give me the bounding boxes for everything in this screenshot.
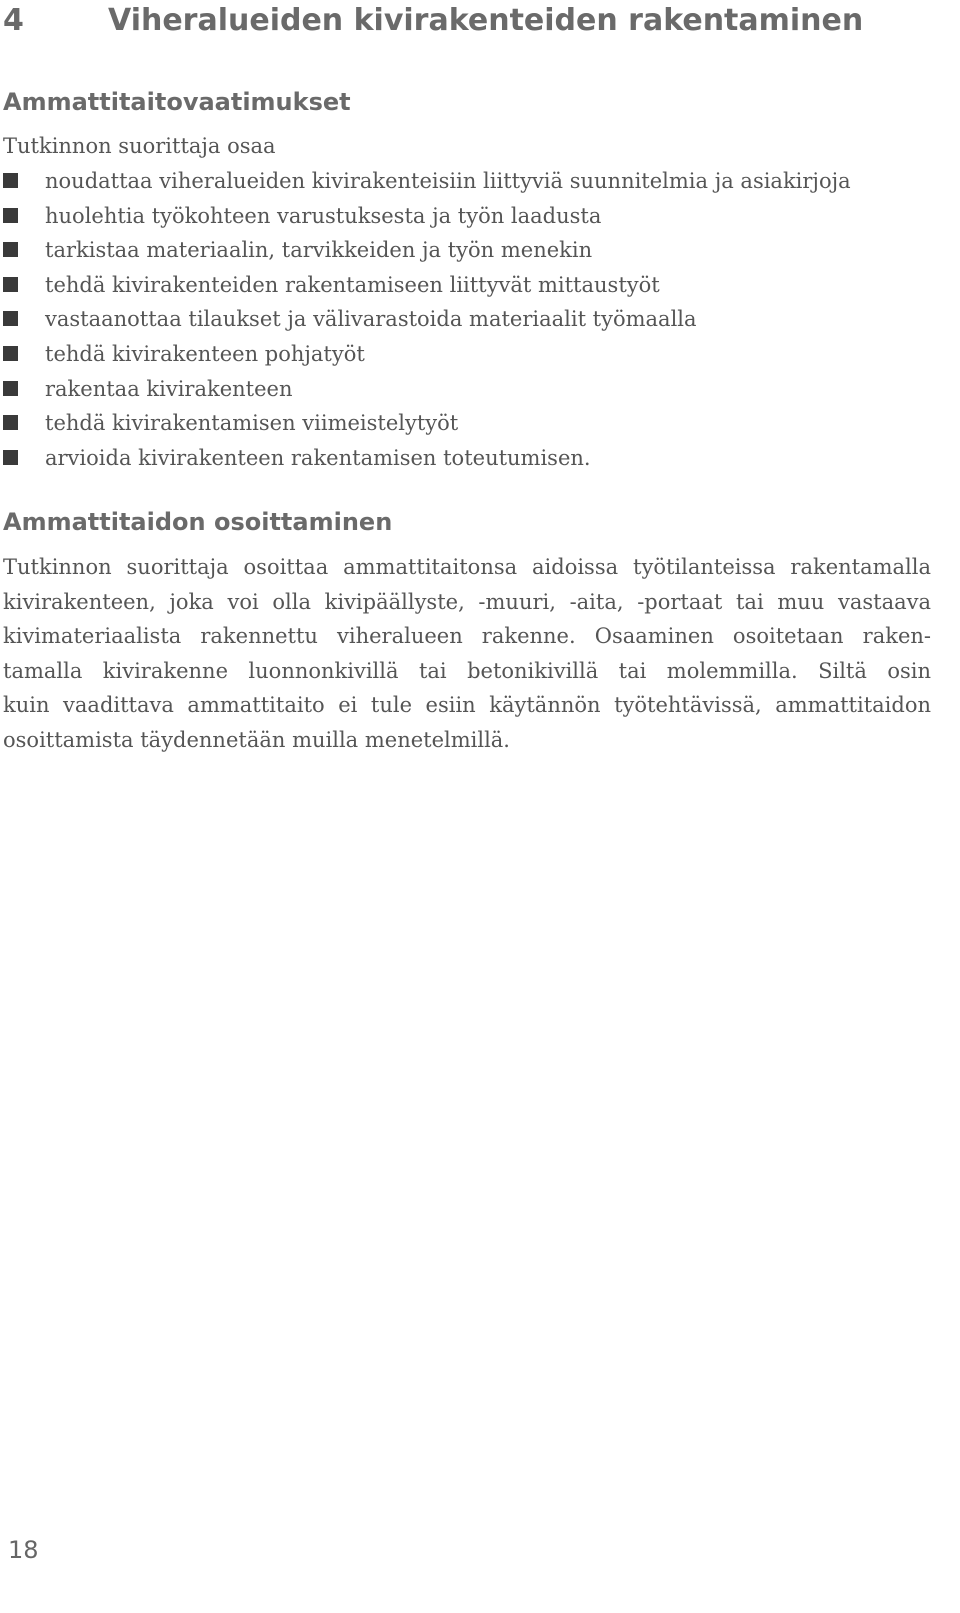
square-bullet-icon	[3, 242, 18, 257]
paragraph-line: osoittamista täydennetään muilla menetelmillä.	[3, 727, 510, 752]
list-item-text: tarkistaa materiaalin, tarvikkeiden ja työn menekin	[45, 238, 593, 263]
square-bullet-icon	[3, 173, 18, 188]
list-item-text: huolehtia työkohteen varustuksesta ja työn laadusta	[45, 203, 602, 228]
chapter-title: Viheralueiden kivirakenteiden rakentaminen	[108, 3, 864, 38]
square-bullet-icon	[3, 311, 18, 326]
page-header	[3, 0, 953, 42]
square-bullet-icon	[3, 381, 18, 396]
square-bullet-icon	[3, 450, 18, 465]
page-number: 18	[8, 1536, 39, 1564]
square-bullet-icon	[3, 208, 18, 223]
list-item-text: rakentaa kivirakenteen	[45, 376, 293, 401]
square-bullet-icon	[3, 277, 18, 292]
section-heading-requirements: Ammattitaitovaatimukset	[3, 88, 351, 116]
paragraph-line: kivimateriaalista rakennettu viheralueen rakenne. Osaaminen osoitetaan raken-	[3, 624, 931, 649]
requirements-intro: Tutkinnon suorittaja osaa	[3, 134, 276, 158]
list-item-text: noudattaa viheralueiden kivirakenteisiin liittyviä suunnitelmia ja asiakirjoja	[45, 169, 851, 193]
paragraph-line: kuin vaadittava ammattitaito ei tule esiin käytännön työtehtävissä, ammattitaidon	[3, 693, 931, 718]
square-bullet-icon	[3, 346, 18, 361]
paragraph-line: kivirakenteen, joka voi olla kivipäällyste, -muuri, -aita, -portaat tai muu vastaava	[3, 589, 931, 614]
demonstration-paragraph	[3, 550, 931, 758]
list-item-text: arvioida kivirakenteen rakentamisen toteutumisen.	[45, 445, 591, 470]
list-item-text: tehdä kivirakenteiden rakentamiseen liittyvät mittaustyöt	[45, 272, 660, 297]
section-heading-demonstration: Ammattitaidon osoittaminen	[3, 508, 393, 536]
list-item-text: vastaanottaa tilaukset ja välivarastoida materiaalit työmaalla	[45, 307, 697, 332]
chapter-number: 4	[3, 3, 24, 38]
square-bullet-icon	[3, 415, 18, 430]
paragraph-line: Tutkinnon suorittaja osoittaa ammattitaitonsa aidoissa työtilanteissa rakentamalla	[3, 555, 931, 579]
paragraph-line: tamalla kivirakenne luonnonkivillä tai betonikivillä tai molemmilla. Siltä osin	[3, 658, 931, 683]
list-item-text: tehdä kivirakentamisen viimeistelytyöt	[45, 411, 459, 436]
list-item-text: tehdä kivirakenteen pohjatyöt	[45, 341, 365, 366]
